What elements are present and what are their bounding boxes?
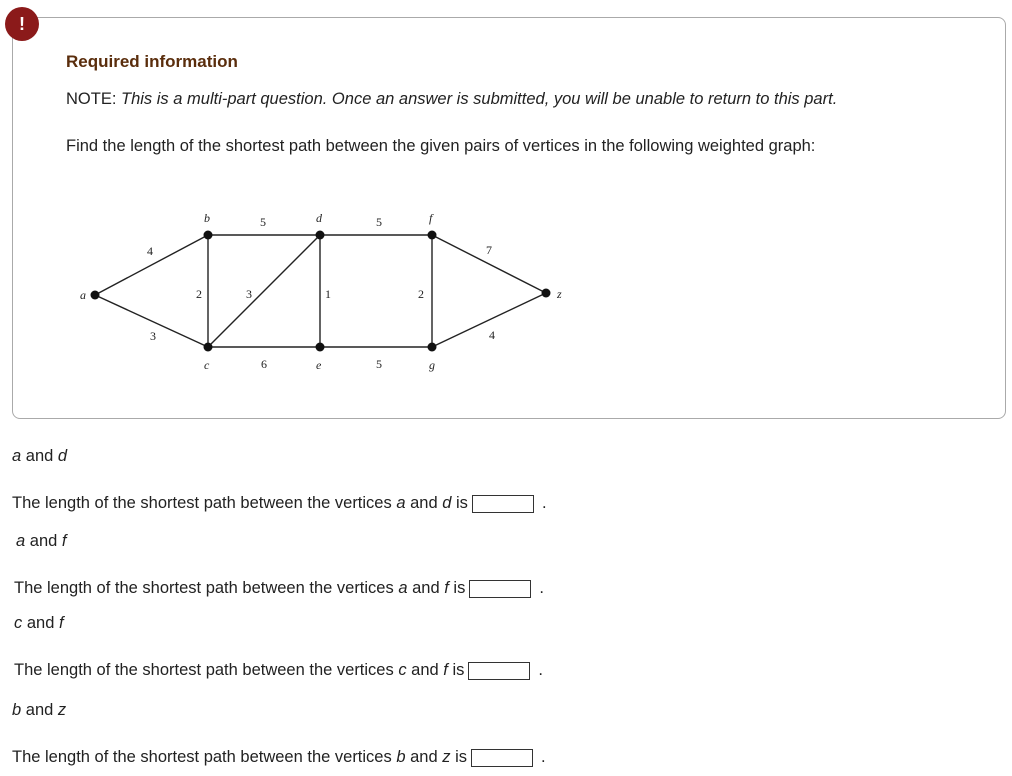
weight-a-c: 3 (150, 329, 156, 343)
weight-b-d: 5 (260, 215, 266, 229)
weight-c-d: 3 (246, 287, 252, 301)
weighted-graph (70, 205, 590, 375)
part-label-c-f: c and f (14, 614, 64, 632)
weight-f-g: 2 (418, 287, 424, 301)
vertex-c (204, 343, 213, 352)
note-label: NOTE: (66, 90, 117, 108)
vertex-g (428, 343, 437, 352)
part-label-a-d: a and d (12, 447, 68, 465)
part-label-b-z: b and z (12, 701, 67, 719)
required-information-title: Required information (66, 52, 238, 71)
weight-e-g: 5 (376, 357, 382, 371)
weight-c-e: 6 (261, 357, 267, 371)
part-sentence-c-f: The length of the shortest path between the vertices c and f is . (14, 661, 543, 679)
vertex-label-d: d (316, 211, 322, 225)
vertex-f (428, 231, 437, 240)
vertex-z (542, 289, 551, 298)
note-text (66, 88, 946, 111)
edge-c-d (208, 235, 320, 347)
vertex-label-e: e (316, 358, 322, 372)
weight-d-f: 5 (376, 215, 382, 229)
weight-f-z: 7 (486, 243, 492, 257)
part-sentence-b-z: The length of the shortest path between the vertices b and z is . (12, 748, 546, 766)
weight-g-z: 4 (489, 328, 495, 342)
alert-icon: ! (5, 7, 39, 41)
answer-input-a-f[interactable] (469, 580, 531, 598)
vertex-label-z: z (557, 287, 562, 301)
question-text: Find the length of the shortest path between the given pairs of vertices in the following weighted graph: (66, 137, 816, 155)
answer-input-a-d[interactable] (472, 495, 534, 513)
answer-input-b-z[interactable] (471, 749, 533, 767)
weight-b-c: 2 (196, 287, 202, 301)
note-body: This is a multi-part question. Once an answer is submitted, you will be unable to return to this part. (121, 90, 838, 108)
vertex-label-c: c (204, 358, 210, 372)
vertex-label-g: g (429, 358, 435, 372)
answer-input-c-f[interactable] (468, 662, 530, 680)
part-label-a-f: a and f (16, 532, 67, 550)
vertex-label-a: a (80, 288, 86, 302)
part-sentence-a-f: The length of the shortest path between the vertices a and f is . (14, 579, 544, 597)
vertex-label-b: b (204, 211, 210, 225)
vertex-a (91, 291, 100, 300)
weight-d-e: 1 (325, 287, 331, 301)
vertex-e (316, 343, 325, 352)
part-sentence-a-d: The length of the shortest path between the vertices a and d is . (12, 494, 547, 512)
vertex-label-f: f (429, 211, 433, 225)
vertex-d (316, 231, 325, 240)
vertex-b (204, 231, 213, 240)
weight-a-b: 4 (147, 244, 153, 258)
